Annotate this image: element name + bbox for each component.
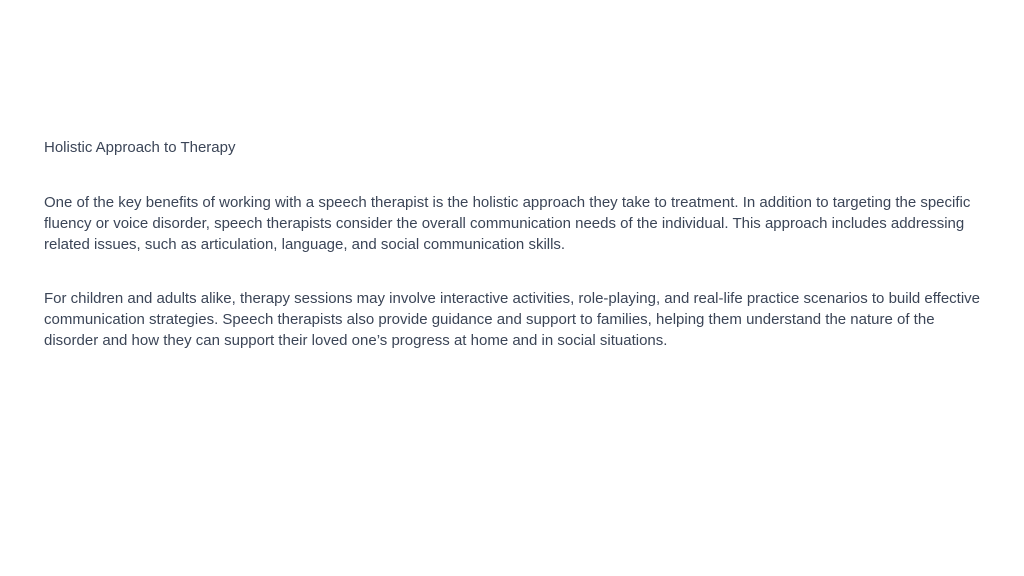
paragraph-holistic-benefits: One of the key benefits of working with a speech therapist is the holistic approach they take to treatment. In addition to targeting the specific fluency or voice disorder, speech therapists consider the overall communication needs of the individual. This approach includes addressing related issues, such as articulation, language, and social communication skills. xyxy=(44,194,971,253)
paragraph-sessions-and-family-support: For children and adults alike, therapy sessions may involve interactive activities, role-playing, and real-life practice scenarios to build effective communication strategies. Speech therapists also provide guidance and support to families, helping them understand the nature of the disorder and how they can support their loved one’s progress at home and in social situations. xyxy=(44,290,981,349)
section-heading: Holistic Approach to Therapy xyxy=(44,139,236,156)
